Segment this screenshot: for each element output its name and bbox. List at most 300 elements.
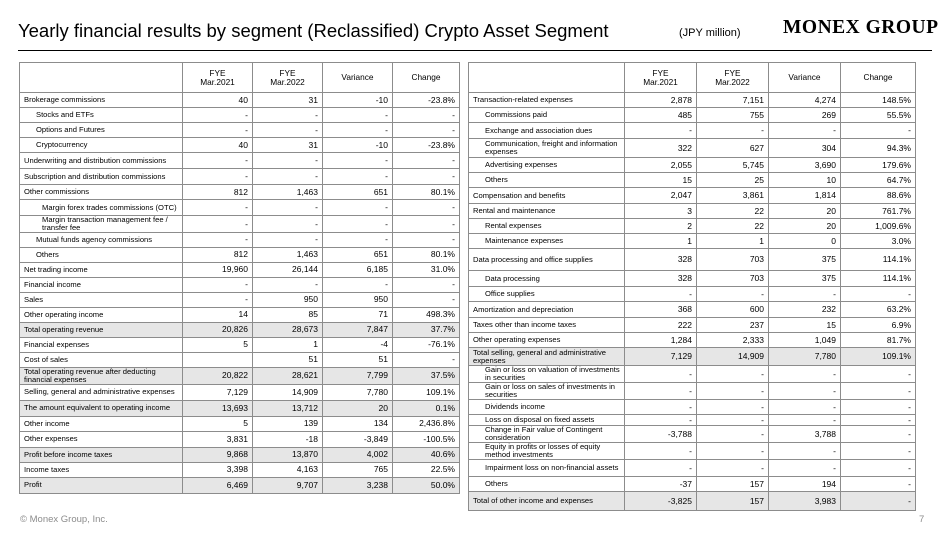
row-label: Other operating expenses (469, 333, 625, 348)
value-cell: 22 (697, 204, 769, 219)
row-label: Profit before income taxes (20, 447, 183, 462)
table-row (469, 333, 916, 348)
value-cell: - (625, 287, 697, 302)
value-cell: 7,129 (625, 348, 697, 366)
value-cell: 4,163 (253, 462, 323, 477)
value-cell: - (769, 366, 841, 383)
value-cell: 179.6% (841, 158, 916, 173)
table-row (20, 185, 460, 200)
row-label: Gain or loss on sales of investments in securities (469, 383, 625, 400)
table-row (469, 173, 916, 188)
value-cell: - (841, 123, 916, 139)
value-cell: 3.0% (841, 234, 916, 249)
table-row (20, 93, 460, 108)
row-label: Others (469, 173, 625, 188)
value-cell: - (323, 232, 393, 247)
value-cell: 600 (697, 302, 769, 318)
value-cell: - (253, 232, 323, 247)
value-cell: 1,009.6% (841, 219, 916, 234)
value-cell: 3,690 (769, 158, 841, 173)
column-header: Variance (769, 63, 841, 93)
value-cell: 1,463 (253, 185, 323, 200)
value-cell: 109.1% (393, 384, 460, 400)
value-cell: 7,799 (323, 367, 393, 384)
value-cell: - (393, 169, 460, 185)
value-cell: 651 (323, 185, 393, 200)
value-cell: 1 (253, 337, 323, 352)
value-cell: 15 (625, 173, 697, 188)
value-cell: 2,047 (625, 188, 697, 204)
table-row (20, 477, 460, 493)
table-row (20, 431, 460, 447)
value-cell: 7,151 (697, 93, 769, 108)
value-cell: - (697, 400, 769, 415)
value-cell: -23.8% (393, 138, 460, 153)
column-header: FYE Mar.2021 (625, 63, 697, 93)
value-cell: - (323, 216, 393, 233)
column-header: FYE Mar.2022 (697, 63, 769, 93)
value-cell: 157 (697, 477, 769, 492)
value-cell: 7,780 (769, 348, 841, 366)
value-cell: 20 (769, 204, 841, 219)
table-row (20, 322, 460, 337)
row-label: Others (20, 247, 183, 262)
table-row (469, 348, 916, 366)
value-cell: 15 (769, 318, 841, 333)
value-cell: - (393, 277, 460, 292)
row-label: Advertising expenses (469, 158, 625, 173)
title-rule (18, 50, 932, 51)
table-row (469, 492, 916, 511)
value-cell: 1 (625, 234, 697, 249)
value-cell: - (183, 153, 253, 169)
value-cell: 64.7% (841, 173, 916, 188)
value-cell: 28,673 (253, 322, 323, 337)
table-row (469, 271, 916, 287)
value-cell: - (253, 277, 323, 292)
table-row (469, 426, 916, 443)
value-cell: 5,745 (697, 158, 769, 173)
value-cell: - (393, 352, 460, 367)
table-row (20, 277, 460, 292)
value-cell: 1 (697, 234, 769, 249)
value-cell: 7,780 (323, 384, 393, 400)
table-row (469, 366, 916, 383)
value-cell: 1,049 (769, 333, 841, 348)
value-cell: 761.7% (841, 204, 916, 219)
value-cell: 950 (253, 292, 323, 307)
table-row (20, 416, 460, 431)
value-cell: -23.8% (393, 93, 460, 108)
value-cell: 3,398 (183, 462, 253, 477)
table-row (20, 153, 460, 169)
value-cell: 22 (697, 219, 769, 234)
table-row (469, 123, 916, 139)
value-cell: - (393, 108, 460, 123)
value-cell: 31 (253, 138, 323, 153)
value-cell: 6.9% (841, 318, 916, 333)
row-label: Amortization and depreciation (469, 302, 625, 318)
value-cell: - (183, 123, 253, 138)
value-cell: - (183, 108, 253, 123)
value-cell: 328 (625, 249, 697, 271)
value-cell: - (253, 123, 323, 138)
value-cell: - (625, 415, 697, 426)
value-cell: 7,129 (183, 384, 253, 400)
value-cell: 5 (183, 416, 253, 431)
row-label: Margin transaction management fee / transfer fee (20, 216, 183, 233)
column-header: FYE Mar.2021 (183, 63, 253, 93)
header-blank-cell (20, 63, 183, 93)
table-row (469, 443, 916, 460)
value-cell: 14,909 (697, 348, 769, 366)
table-row (469, 400, 916, 415)
value-cell: - (323, 108, 393, 123)
value-cell: 94.3% (841, 139, 916, 158)
value-cell: 31 (253, 93, 323, 108)
value-cell: 0 (769, 234, 841, 249)
row-label: Other income (20, 416, 183, 431)
value-cell: 157 (697, 492, 769, 511)
value-cell: - (769, 383, 841, 400)
value-cell: - (323, 123, 393, 138)
value-cell: 812 (183, 247, 253, 262)
value-cell: - (253, 153, 323, 169)
table-row (469, 477, 916, 492)
value-cell: 950 (323, 292, 393, 307)
table-row (469, 188, 916, 204)
value-cell: 26,144 (253, 262, 323, 277)
row-label: Income taxes (20, 462, 183, 477)
value-cell: 703 (697, 249, 769, 271)
value-cell: - (253, 108, 323, 123)
value-cell: - (841, 366, 916, 383)
value-cell: 4,002 (323, 447, 393, 462)
table-row (20, 384, 460, 400)
value-cell: 498.3% (393, 307, 460, 322)
column-header: Change (393, 63, 460, 93)
row-label: Financial expenses (20, 337, 183, 352)
value-cell: - (323, 169, 393, 185)
row-label: The amount equivalent to operating income (20, 400, 183, 416)
value-cell: - (841, 400, 916, 415)
value-cell: - (841, 287, 916, 302)
value-cell: 1,284 (625, 333, 697, 348)
table-row (20, 200, 460, 216)
row-label: Mutual funds agency commissions (20, 232, 183, 247)
monex-group-logo: MONEX GROUP (783, 17, 939, 38)
table-row (20, 292, 460, 307)
value-cell: 765 (323, 462, 393, 477)
table-row (20, 367, 460, 384)
value-cell: - (625, 460, 697, 477)
value-cell: 237 (697, 318, 769, 333)
row-label: Exchange and association dues (469, 123, 625, 139)
value-cell: 20,822 (183, 367, 253, 384)
value-cell: 40 (183, 93, 253, 108)
value-cell: 7,847 (323, 322, 393, 337)
value-cell: 139 (253, 416, 323, 431)
row-label: Sales (20, 292, 183, 307)
value-cell: 80.1% (393, 185, 460, 200)
value-cell: -4 (323, 337, 393, 352)
value-cell: 2,055 (625, 158, 697, 173)
value-cell: 6,469 (183, 477, 253, 493)
value-cell: 1,463 (253, 247, 323, 262)
value-cell: 322 (625, 139, 697, 158)
value-cell: 148.5% (841, 93, 916, 108)
value-cell: 3,788 (769, 426, 841, 443)
value-cell: 81.7% (841, 333, 916, 348)
row-label: Stocks and ETFs (20, 108, 183, 123)
value-cell: 55.5% (841, 108, 916, 123)
value-cell: 3,831 (183, 431, 253, 447)
row-label: Communication, freight and information expenses (469, 139, 625, 158)
value-cell: 2,436.8% (393, 416, 460, 431)
copyright: © Monex Group, Inc. (20, 514, 108, 525)
value-cell: - (625, 383, 697, 400)
value-cell: 485 (625, 108, 697, 123)
value-cell: 51 (323, 352, 393, 367)
value-cell: 22.5% (393, 462, 460, 477)
table-row (469, 302, 916, 318)
value-cell: - (393, 216, 460, 233)
value-cell: - (183, 292, 253, 307)
value-cell: - (323, 277, 393, 292)
row-label: Compensation and benefits (469, 188, 625, 204)
table-row (20, 138, 460, 153)
value-cell: 304 (769, 139, 841, 158)
value-cell: - (697, 366, 769, 383)
table-header-row (20, 63, 460, 93)
row-label: Cryptocurrency (20, 138, 183, 153)
value-cell: 13,712 (253, 400, 323, 416)
row-label: Subscription and distribution commissions (20, 169, 183, 185)
table-row (20, 462, 460, 477)
table-row (20, 123, 460, 138)
value-cell: - (323, 200, 393, 216)
row-label: Total operating revenue after deducting financial expenses (20, 367, 183, 384)
header-blank-cell (469, 63, 625, 93)
value-cell: 812 (183, 185, 253, 200)
column-header: Variance (323, 63, 393, 93)
unit-note: (JPY million) (679, 27, 741, 39)
table-row (469, 108, 916, 123)
value-cell: -76.1% (393, 337, 460, 352)
row-label: Gain or loss on valuation of investments in securities (469, 366, 625, 383)
value-cell: 14 (183, 307, 253, 322)
row-label: Loss on disposal on fixed assets (469, 415, 625, 426)
value-cell: 755 (697, 108, 769, 123)
table-row (469, 318, 916, 333)
value-cell: - (841, 443, 916, 460)
table-row (20, 307, 460, 322)
value-cell: 222 (625, 318, 697, 333)
table-row (20, 337, 460, 352)
value-cell: 10 (769, 173, 841, 188)
column-header: Change (841, 63, 916, 93)
value-cell: -37 (625, 477, 697, 492)
income-statement-table (19, 62, 460, 494)
value-cell: 13,870 (253, 447, 323, 462)
row-label: Dividends income (469, 400, 625, 415)
table-row (20, 400, 460, 416)
value-cell: - (183, 169, 253, 185)
value-cell: 2,878 (625, 93, 697, 108)
value-cell: - (697, 383, 769, 400)
value-cell: 85 (253, 307, 323, 322)
value-cell: - (697, 123, 769, 139)
value-cell: 9,868 (183, 447, 253, 462)
table-row (469, 93, 916, 108)
value-cell: - (841, 492, 916, 511)
row-label: Underwriting and distribution commissions (20, 153, 183, 169)
value-cell: -10 (323, 138, 393, 153)
value-cell: - (769, 400, 841, 415)
value-cell: 5 (183, 337, 253, 352)
table-header-row (469, 63, 916, 93)
table-row (469, 415, 916, 426)
row-label: Data processing (469, 271, 625, 287)
table-row (469, 204, 916, 219)
value-cell: - (625, 443, 697, 460)
value-cell: 328 (625, 271, 697, 287)
value-cell: - (253, 169, 323, 185)
value-cell: 6,185 (323, 262, 393, 277)
value-cell: 3,983 (769, 492, 841, 511)
value-cell: - (769, 287, 841, 302)
value-cell: 31.0% (393, 262, 460, 277)
table-row (469, 287, 916, 302)
value-cell: 114.1% (841, 249, 916, 271)
row-label: Rental and maintenance (469, 204, 625, 219)
value-cell: - (697, 415, 769, 426)
table-row (20, 352, 460, 367)
value-cell: 651 (323, 247, 393, 262)
row-label: Other commissions (20, 185, 183, 200)
value-cell: 375 (769, 249, 841, 271)
value-cell: - (769, 415, 841, 426)
row-label: Data processing and office supplies (469, 249, 625, 271)
value-cell: - (625, 123, 697, 139)
value-cell: - (393, 153, 460, 169)
value-cell: 0.1% (393, 400, 460, 416)
value-cell: - (393, 200, 460, 216)
value-cell: - (697, 287, 769, 302)
value-cell: - (393, 292, 460, 307)
value-cell: - (625, 400, 697, 415)
value-cell: 3 (625, 204, 697, 219)
value-cell: - (769, 123, 841, 139)
value-cell: 232 (769, 302, 841, 318)
table-row (469, 383, 916, 400)
row-label: Margin forex trades commissions (OTC) (20, 200, 183, 216)
value-cell: - (183, 200, 253, 216)
row-label: Other operating income (20, 307, 183, 322)
value-cell: 19,960 (183, 262, 253, 277)
value-cell: 109.1% (841, 348, 916, 366)
value-cell: -10 (323, 93, 393, 108)
value-cell: - (183, 216, 253, 233)
row-label: Total operating revenue (20, 322, 183, 337)
row-label: Others (469, 477, 625, 492)
value-cell: - (841, 415, 916, 426)
value-cell: 20 (323, 400, 393, 416)
table-row (469, 158, 916, 173)
value-cell: 63.2% (841, 302, 916, 318)
table-row (20, 232, 460, 247)
row-label: Office supplies (469, 287, 625, 302)
value-cell: 134 (323, 416, 393, 431)
value-cell: 194 (769, 477, 841, 492)
value-cell: 51 (253, 352, 323, 367)
row-label: Selling, general and administrative expenses (20, 384, 183, 400)
row-label: Cost of sales (20, 352, 183, 367)
value-cell: 37.5% (393, 367, 460, 384)
table-row (20, 108, 460, 123)
value-cell: - (769, 460, 841, 477)
row-label: Equity in profits or losses of equity method investments (469, 443, 625, 460)
row-label: Commissions paid (469, 108, 625, 123)
value-cell: - (253, 200, 323, 216)
row-label: Transaction-related expenses (469, 93, 625, 108)
value-cell: -3,849 (323, 431, 393, 447)
table-row (469, 249, 916, 271)
expenses-table (468, 62, 916, 511)
value-cell: 4,274 (769, 93, 841, 108)
value-cell: - (841, 460, 916, 477)
value-cell: 25 (697, 173, 769, 188)
value-cell: 20 (769, 219, 841, 234)
value-cell: - (183, 277, 253, 292)
value-cell: - (697, 460, 769, 477)
value-cell: - (769, 443, 841, 460)
value-cell: 368 (625, 302, 697, 318)
table-row (20, 447, 460, 462)
value-cell: 3,238 (323, 477, 393, 493)
value-cell: 40 (183, 138, 253, 153)
row-label: Maintenance expenses (469, 234, 625, 249)
value-cell: 80.1% (393, 247, 460, 262)
value-cell: -100.5% (393, 431, 460, 447)
value-cell: 50.0% (393, 477, 460, 493)
row-label: Brokerage commissions (20, 93, 183, 108)
value-cell: 71 (323, 307, 393, 322)
value-cell (183, 352, 253, 367)
row-label: Total selling, general and administrative expenses (469, 348, 625, 366)
table-row (469, 234, 916, 249)
value-cell: 2,333 (697, 333, 769, 348)
row-label: Taxes other than income taxes (469, 318, 625, 333)
value-cell: - (393, 123, 460, 138)
value-cell: 1,814 (769, 188, 841, 204)
value-cell: - (697, 443, 769, 460)
page-title: Yearly financial results by segment (Reclassified) Crypto Asset Segment (18, 20, 609, 41)
value-cell: - (841, 477, 916, 492)
value-cell: 375 (769, 271, 841, 287)
value-cell: -3,788 (625, 426, 697, 443)
value-cell: 37.7% (393, 322, 460, 337)
value-cell: 14,909 (253, 384, 323, 400)
value-cell: 40.6% (393, 447, 460, 462)
table-row (20, 262, 460, 277)
table-row (469, 219, 916, 234)
value-cell: 114.1% (841, 271, 916, 287)
table-row (469, 460, 916, 477)
value-cell: 9,707 (253, 477, 323, 493)
value-cell: 627 (697, 139, 769, 158)
value-cell: 28,621 (253, 367, 323, 384)
